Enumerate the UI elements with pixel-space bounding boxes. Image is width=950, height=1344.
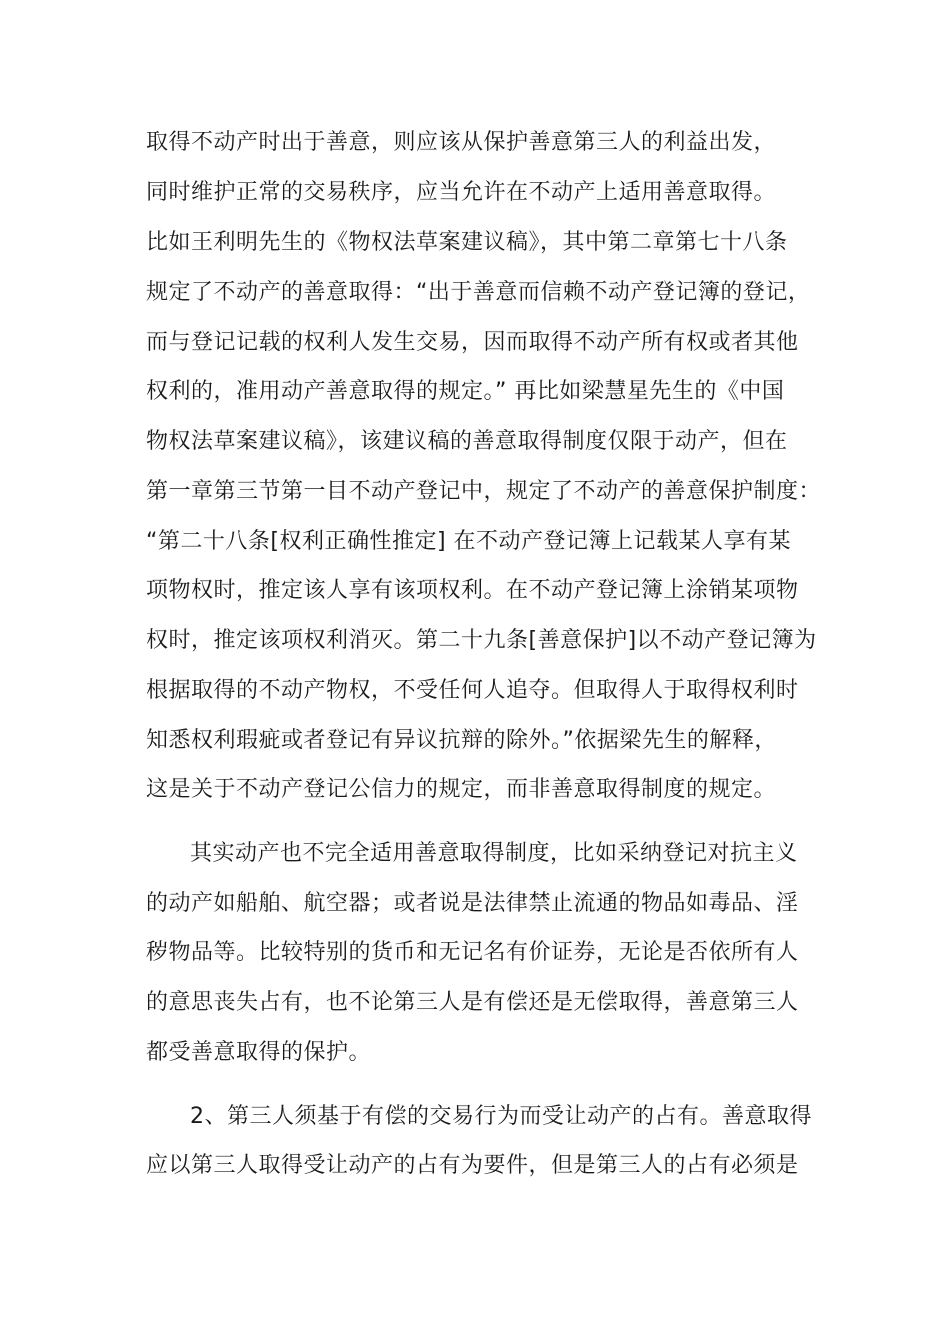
text-line: 根据取得的不动产物权，不受任何人追夺。但取得人于取得权利时 — [146, 678, 799, 703]
paragraph-first-line: 其实动产也不完全适用善意取得制度，比如采纳登记对抗主义 — [190, 841, 798, 866]
text-line: 秽物品等。比较特别的货币和无记名有价证券，无论是否依所有人 — [146, 940, 799, 965]
paragraph-first-line: 2、第三人须基于有偿的交易行为而受让动产的占有。善意取得 — [190, 1104, 812, 1129]
text-line: 应以第三人取得受让动产的占有为要件，但是第三人的占有必须是 — [146, 1153, 799, 1178]
text-line: 项物权时，推定该人享有该项权利。在不动产登记簿上涂销某项物 — [146, 578, 799, 603]
text-line: 都受善意取得的保护。 — [146, 1040, 372, 1065]
text-line: “第二十八条[权利正确性推定] 在不动产登记簿上记载某人享有某 — [146, 529, 792, 554]
text-line: 知悉权利瑕疵或者登记有异议抗辩的除外。”依据梁先生的解释， — [146, 728, 777, 753]
text-line: 比如王利明先生的《物权法草案建议稿》，其中第二章第七十八条 — [146, 230, 788, 255]
text-line: 的动产如船舶、航空器；或者说是法律禁止流通的物品如毒品、淫 — [146, 891, 799, 916]
text-line: 权利的，准用动产善意取得的规定。” 再比如梁慧星先生的《中国 — [146, 379, 785, 404]
text-line: 物权法草案建议稿》，该建议稿的善意取得制度仅限于动产，但在 — [146, 429, 788, 454]
text-line: 第一章第三节第一目不动产登记中，规定了不动产的善意保护制度： — [146, 479, 822, 504]
text-line: 同时维护正常的交易秩序，应当允许在不动产上适用善意取得。 — [146, 180, 777, 205]
text-line: 而与登记记载的权利人发生交易，因而取得不动产所有权或者其他 — [146, 330, 799, 355]
text-line: 规定了不动产的善意取得：“出于善意而信赖不动产登记簿的登记， — [146, 280, 811, 305]
text-line: 权时，推定该项权利消灭。第二十九条[善意保护]以不动产登记簿为 — [146, 628, 817, 653]
text-line: 取得不动产时出于善意，则应该从保护善意第三人的利益出发， — [146, 130, 777, 155]
text-line: 这是关于不动产登记公信力的规定，而非善意取得制度的规定。 — [146, 777, 777, 802]
text-line: 的意思丧失占有，也不论第三人是有偿还是无偿取得，善意第三人 — [146, 990, 799, 1015]
